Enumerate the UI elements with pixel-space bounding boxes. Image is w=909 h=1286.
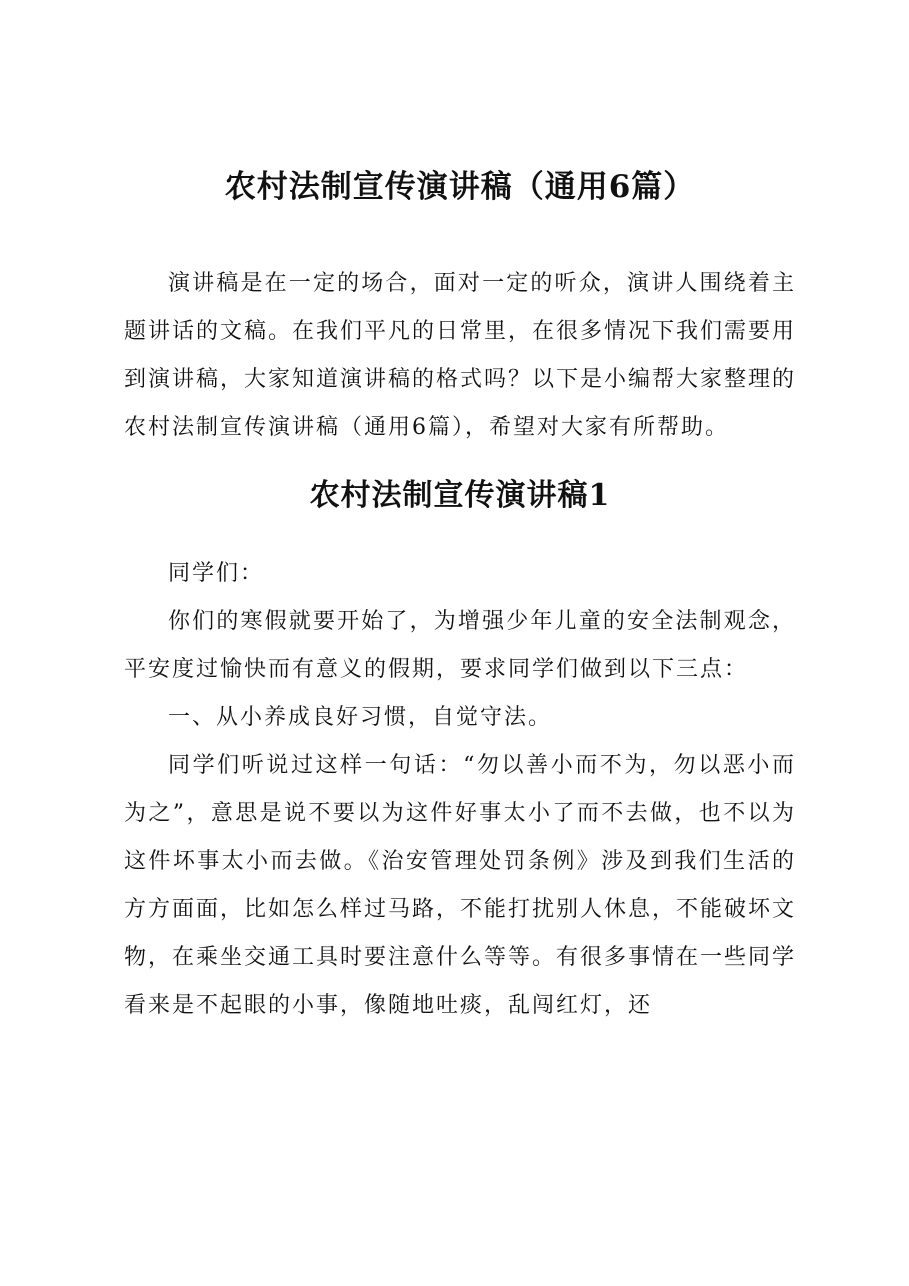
section-body <box>124 550 796 1030</box>
body-paragraph: 同学们听说过这样一句话：“勿以善小而不为，勿以恶小而为之”，意思是说不要以为这件好事太小了而不去做，也不以为这件坏事太小而去做。《治安管理处罚条例》涉及到我们生活的方方面面，比如怎么样过马路，不能打扰别人休息，不能破坏文物，在乘坐交通工具时要注意什么等等。有很多事情在一些同学看来是不起眼的小事，像随地吐痰，乱闯红灯，还 <box>124 753 797 1018</box>
salutation: 同学们： <box>168 561 265 586</box>
intro-paragraph: 演讲稿是在一定的场合，面对一定的听众，演讲人围绕着主题讲话的文稿。在我们平凡的日常里，在很多情况下我们需要用到演讲稿，大家知道演讲稿的格式吗？以下是小编帮大家整理的农村法制宣传演讲稿（通用6篇），希望对大家有所帮助。 <box>124 271 797 440</box>
section-heading: 农村法制宣传演讲稿1 <box>309 478 611 513</box>
point-heading: 一、从小养成良好习惯，自觉守法。 <box>168 705 553 730</box>
document-title: 农村法制宣传演讲稿（通用6篇） <box>224 169 696 205</box>
body-paragraph: 你们的寒假就要开始了，为增强少年儿童的安全法制观念，平安度过愉快而有意义的假期，要求同学们做到以下三点： <box>124 609 796 682</box>
document-content <box>124 158 796 1030</box>
